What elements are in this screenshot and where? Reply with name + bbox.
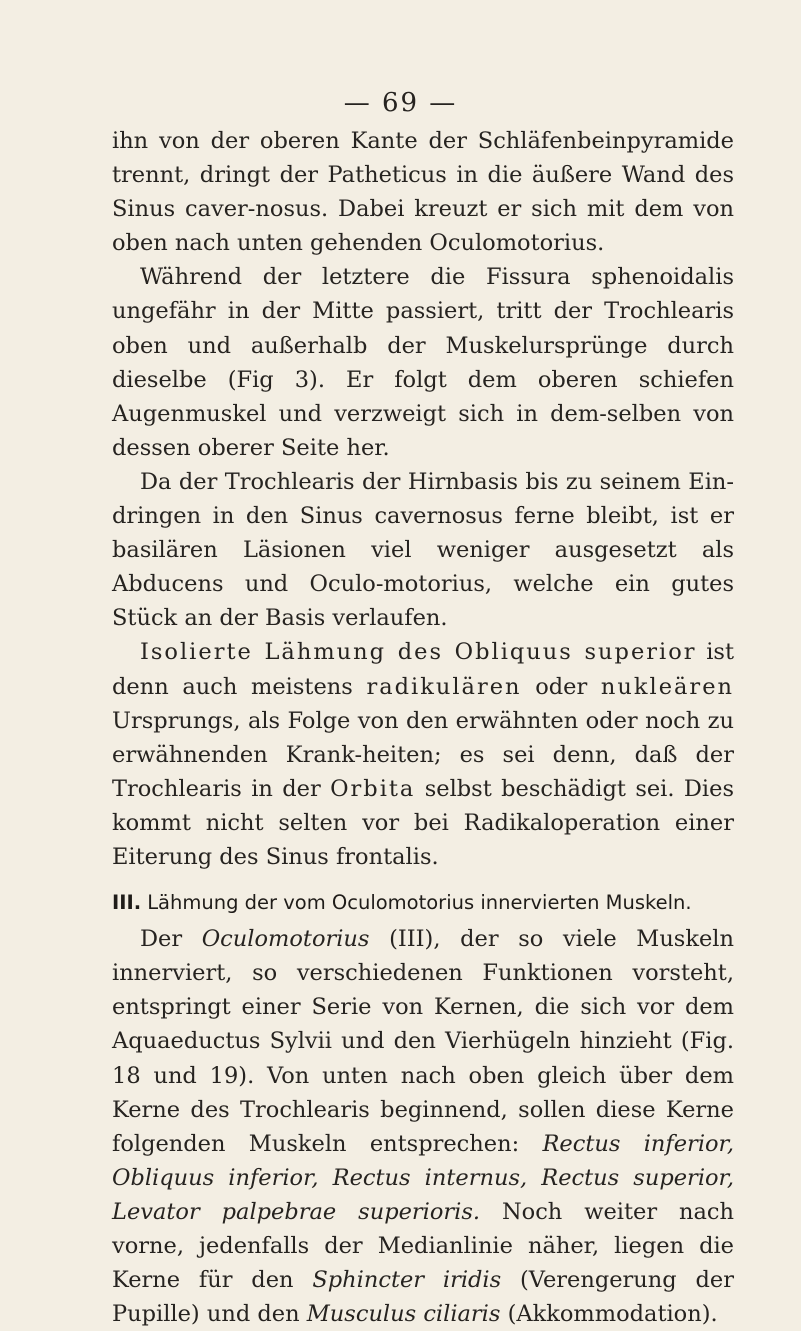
spaced-emphasis-nuclear: nukleären bbox=[600, 673, 734, 700]
paragraph-1: ihn von der oberen Kante der Schläfenbeinpyramide trennt, dringt der Patheticus in die äußere Wand des Sinus caver-nosus. Dabei kreuzt er sich mit dem von oben nach unten gehenden Oculomotorius. bbox=[112, 128, 734, 257]
paragraph-5 bbox=[112, 922, 734, 1331]
paragraph-3: Da der Trochlearis der Hirnbasis bis zu seinem Ein-dringen in den Sinus cavernosus ferne bleibt, ist er basilären Läsionen viel weniger ausgesetzt als Abducens und Oculo-motorius, welche ein gutes Stück an der Basis verlaufen. bbox=[112, 468, 734, 632]
text-run: oder bbox=[521, 673, 601, 700]
text-run: Noch weiter nach vorne, jedenfalls der Medianlinie näher, liegen die Kerne für den bbox=[112, 1198, 734, 1294]
text-run: (III), der so viele Muskeln innerviert, so verschiedenen Funktionen vorsteht, entspringt einer Serie von Kernen, die sich vor dem Aquaeductus Sylvii und den Vierhügeln hinzieht (Fig. 18 und 19). Von unten nach oben gleich über dem Kerne des Trochlearis beginnend, sollen diese Kerne folgenden Muskeln entsprechen: bbox=[112, 926, 734, 1157]
spaced-emphasis-isolated-paralysis: Isolierte Lähmung des Obliquus superior bbox=[140, 639, 697, 666]
text-run: Der bbox=[140, 926, 202, 953]
paragraph-2: Während der letztere die Fissura sphenoidalis ungefähr in der Mitte passiert, tritt der Trochlearis oben und außerhalb der Muskelursprünge durch dieselbe (Fig 3). Er folgt dem oberen schiefen Augenmuskel und verzweigt sich in dem-selben von dessen oberer Seite her. bbox=[112, 264, 734, 461]
section-title: Lähmung der vom Oculomotorius innervierten Muskeln. bbox=[147, 891, 692, 915]
text-run: Ursprungs, als Folge von den erwähnten oder noch zu erwähnenden Krank-heiten; es sei denn, daß der Trochlearis in der bbox=[112, 707, 734, 802]
spaced-emphasis-radicular: radikulären bbox=[366, 673, 522, 700]
italic-oculomotorius: Oculomotorius bbox=[201, 926, 370, 953]
section-heading bbox=[112, 886, 734, 920]
text-run: selbst beschädigt sei. Dies kommt nicht selten vor bei Radikaloperation einer Eiterung des Sinus frontalis. bbox=[112, 775, 734, 870]
text-run: ist denn auch meistens bbox=[112, 639, 734, 700]
text-run: (Verengerung der Pupille) und den bbox=[112, 1267, 734, 1328]
page-number: — 69 — bbox=[343, 88, 458, 118]
paragraph-4 bbox=[112, 635, 734, 874]
section-number: III. bbox=[112, 891, 142, 915]
text-run: (Akkommodation). bbox=[500, 1301, 718, 1328]
italic-muscle-list: Rectus inferior, Obliquus inferior, Rectus internus, Rectus superior, Levator palpebrae superioris. bbox=[112, 1130, 734, 1225]
italic-sphincter-iridis: Sphincter iridis bbox=[312, 1267, 502, 1294]
italic-musculus-ciliaris: Musculus ciliaris bbox=[306, 1301, 501, 1328]
spaced-emphasis-orbita: Orbita bbox=[330, 775, 416, 802]
body-text bbox=[112, 124, 734, 1331]
